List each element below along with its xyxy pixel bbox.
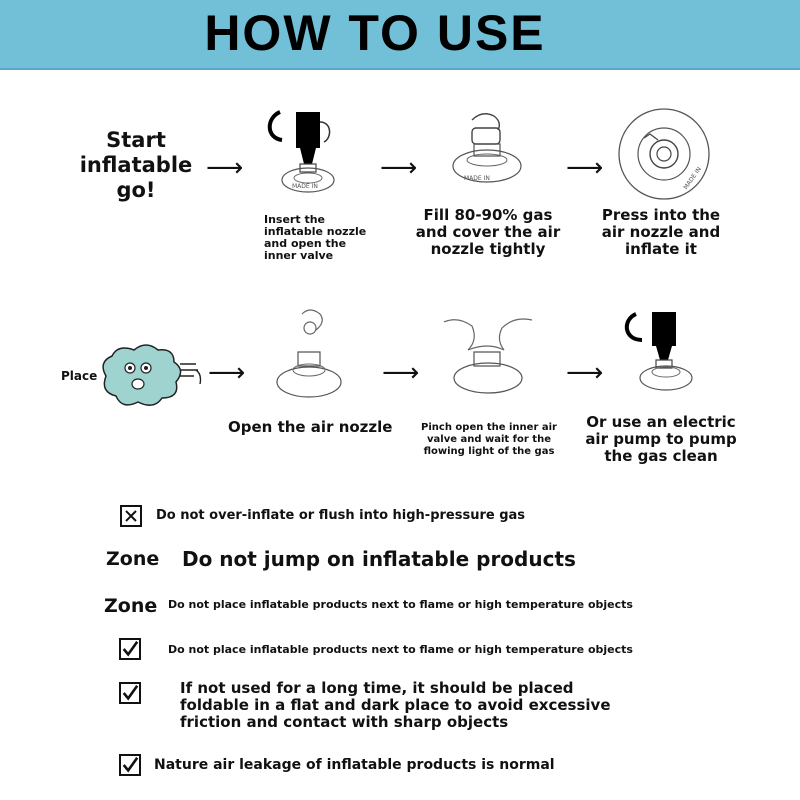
- step-press-text: Press into the air nozzle and inflate it: [601, 206, 721, 258]
- arrow-icon: ⟶: [380, 153, 418, 183]
- start-label: Start inflatable go!: [79, 128, 193, 202]
- check-box-icon: [119, 638, 141, 660]
- page-title: HOW TO USE: [204, 5, 546, 61]
- made-in-text: MADE IN: [292, 183, 318, 190]
- valve-cover-illustration: [442, 108, 542, 198]
- check-box-icon: [119, 682, 141, 704]
- note-text: Do not place inflatable products next to flame or high temperature objects: [168, 598, 633, 611]
- made-in-text: MADE IN: [464, 175, 490, 182]
- arrow-icon: ⟶: [566, 358, 604, 388]
- valve-insert-illustration: [262, 108, 352, 208]
- pinch-valve-illustration: [438, 312, 538, 398]
- zone-label: Zone: [106, 548, 160, 570]
- step-fill-text: Fill 80-90% gas and cover the air nozzle tightly: [415, 206, 561, 258]
- step-open-nozzle-text: Open the air nozzle: [228, 418, 393, 436]
- note-text: Do not place inflatable products next to flame or high temperature objects: [168, 643, 633, 656]
- note-text: Nature air leakage of inflatable products is normal: [154, 757, 555, 773]
- valve-topview-illustration: [614, 106, 714, 202]
- note-text: Do not jump on inflatable products: [182, 547, 576, 571]
- header-banner: [0, 0, 800, 70]
- arrow-icon: ⟶: [566, 153, 604, 183]
- zone-label: Zone: [104, 595, 158, 617]
- arrow-icon: ⟶: [208, 358, 246, 388]
- arrow-icon: ⟶: [206, 153, 244, 183]
- electric-pump-illustration: [622, 310, 712, 400]
- cross-box-icon: [120, 505, 142, 527]
- note-text: If not used for a long time, it should be placed foldable in a flat and dark place to avoid excessive friction and contact with sharp objects: [180, 679, 611, 731]
- step-electric-pump-text: Or use an electric air pump to pump the gas clean: [585, 413, 737, 465]
- cloud-mascot-icon: [96, 340, 208, 412]
- place-label: Place: [61, 369, 98, 383]
- nozzle-open-illustration: [266, 306, 346, 406]
- made-in-text: MADE IN: [682, 165, 703, 192]
- step-pinch-text: Pinch open the inner air valve and wait for the flowing light of the gas: [421, 422, 557, 457]
- check-box-icon: [119, 754, 141, 776]
- arrow-icon: ⟶: [382, 358, 420, 388]
- step-insert-text: Insert the inflatable nozzle and open the inner valve: [264, 213, 367, 262]
- note-text: Do not over-inflate or flush into high-pressure gas: [156, 508, 526, 523]
